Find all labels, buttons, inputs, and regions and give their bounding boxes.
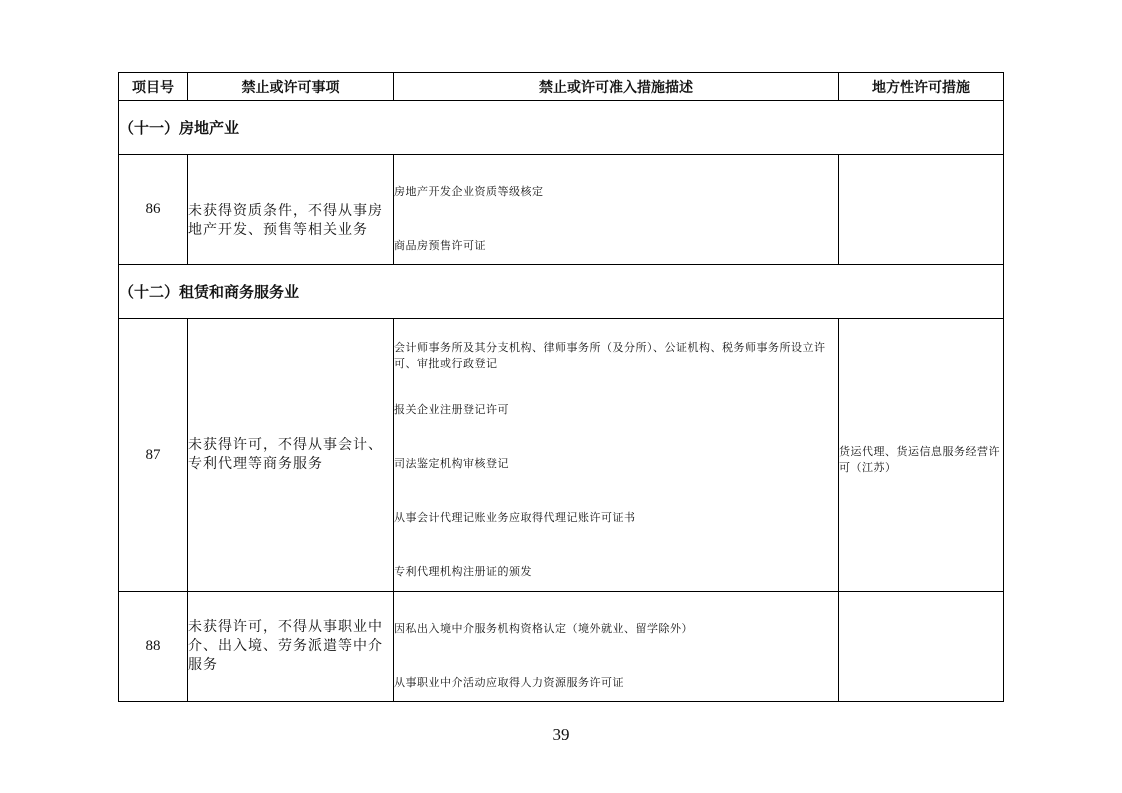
local-measure: 货运代理、货运信息服务经营许可（江苏）	[839, 445, 1000, 474]
measure-text: 司法鉴定机构审核登记	[394, 457, 509, 470]
measures-cell	[394, 592, 839, 702]
header-measures: 禁止或许可准入措施描述	[394, 73, 839, 101]
item-description	[188, 592, 394, 702]
table-row	[119, 319, 1004, 592]
permit-table	[118, 72, 1004, 702]
item-number: 86	[119, 155, 188, 265]
item-number: 87	[119, 319, 188, 592]
table-row	[119, 155, 1004, 265]
measure-text: 从事会计代理记账业务应取得代理记账许可证书	[394, 511, 636, 524]
item-text: 未获得许可，不得从事职业中介、出入境、劳务派遣等中介服务	[188, 619, 383, 673]
measure-text: 专利代理机构注册证的颁发	[394, 565, 532, 578]
measure-text: 商品房预售许可证	[394, 238, 486, 252]
measure-text: 从事职业中介活动应取得人力资源服务许可证	[394, 675, 624, 689]
table-header-row	[119, 73, 1004, 101]
section-title: （十二）租赁和商务服务业	[119, 265, 1004, 319]
section-row	[119, 265, 1004, 319]
section-title: （十一）房地产业	[119, 101, 1004, 155]
item-number: 88	[119, 592, 188, 702]
table-row	[119, 592, 1004, 702]
local-measure-cell	[839, 319, 1004, 592]
local-measure	[839, 592, 1004, 702]
local-measure	[839, 155, 1004, 265]
item-description	[188, 155, 394, 265]
measure-text: 报关企业注册登记许可	[394, 403, 509, 416]
measures-cell	[394, 319, 839, 592]
page-number: 39	[552, 725, 570, 744]
measure-text: 房地产开发企业资质等级核定	[394, 184, 544, 198]
item-text: 未获得资质条件，不得从事房地产开发、预售等相关业务	[188, 202, 383, 238]
measures-cell	[394, 155, 839, 265]
item-description	[188, 319, 394, 592]
measure-text: 会计师事务所及其分支机构、律师事务所（及分所）、公证机构、税务师事务所设立许可、审批或行政登记	[394, 341, 826, 370]
item-text: 未获得许可，不得从事会计、专利代理等商务服务	[188, 437, 383, 472]
section-row	[119, 101, 1004, 155]
header-item: 禁止或许可事项	[188, 73, 394, 101]
header-item-number: 项目号	[119, 73, 188, 101]
measure-text: 因私出入境中介服务机构资格认定（境外就业、留学除外）	[394, 621, 693, 635]
header-local-measures: 地方性许可措施	[839, 73, 1004, 101]
